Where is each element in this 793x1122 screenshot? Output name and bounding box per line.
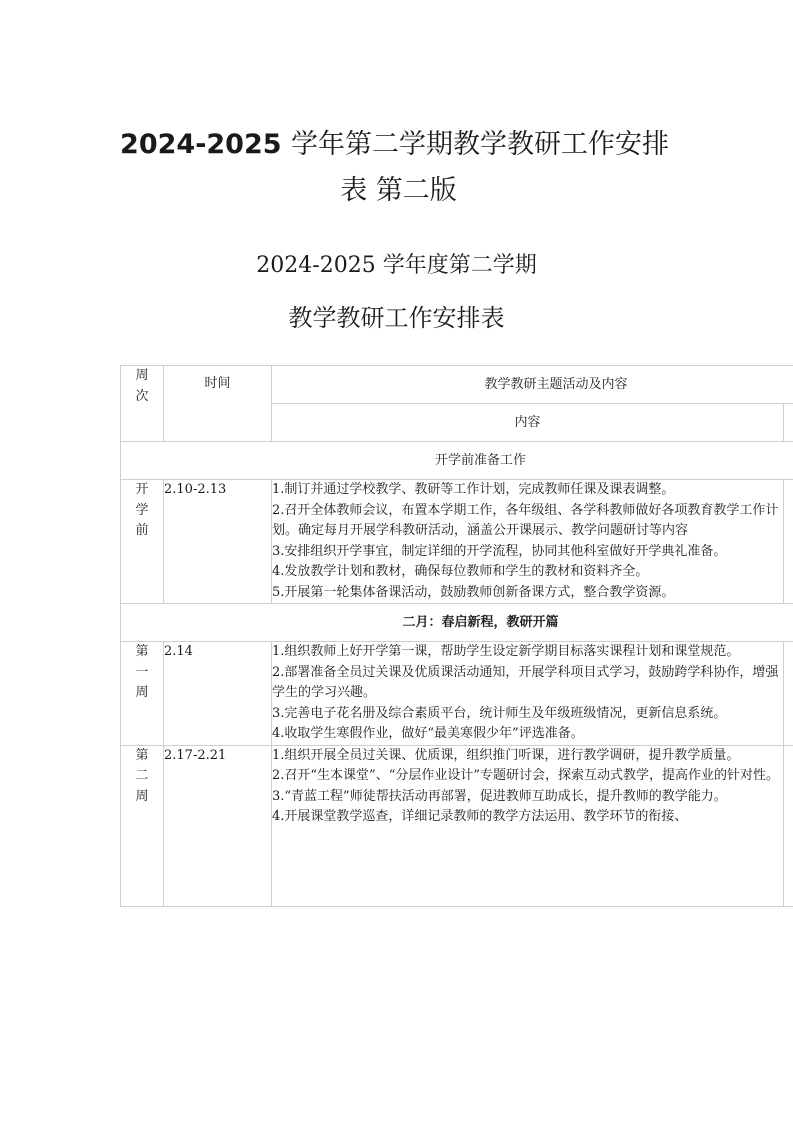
week-char: 第 [135, 747, 149, 763]
title-line-2: 表 第二版 [340, 175, 457, 206]
time-cell: 2.17-2.21 [164, 745, 272, 906]
extra-cell [784, 745, 793, 906]
header-week-text: 周次 [135, 368, 149, 404]
week-char: 周 [135, 685, 149, 700]
week-char: 第 [135, 644, 149, 659]
content-item: 1.组织教师上好开学第一课，帮助学生设定新学期目标落实课程计划和课堂规范。 [272, 644, 740, 659]
week-char: 学 [135, 502, 149, 518]
content-item: 3.安排组织开学事宜，制定详细的开学流程，协同其他科室做好开学典礼准备。 [272, 543, 727, 559]
extra-cell [784, 642, 793, 746]
content-item: 3.完善电子花名册及综合素质平台，统计师生及年级班级情况，更新信息系统。 [272, 705, 727, 721]
title-year: 2024-2025 [120, 129, 282, 160]
title-rest: 学年第二学期教学教研工作安排 [290, 129, 669, 160]
content-item: 4.开展课堂教学巡查，详细记录教师的教学方法运用、教学环节的衔接、 [272, 809, 688, 824]
content-cell [272, 480, 784, 604]
content-item: 1.组织开展全员过关课、优质课，组织推门听课，进行教学调研，提升教学质量。 [272, 747, 740, 763]
time-cell: 2.10-2.13 [164, 480, 272, 604]
schedule-table [120, 365, 793, 907]
week-cell [121, 745, 164, 906]
content-item: 2.召开“生本课堂”、“分层作业设计”专题研讨会，探索互动式教学，提高作业的针对性。 [272, 768, 779, 783]
header-content: 内容 [272, 404, 784, 442]
section-title: 开学前准备工作 [121, 442, 793, 480]
header-week [121, 366, 164, 442]
content-item: 1.制订并通过学校教学、教研等工作计划，完成教师任课及课表调整。 [272, 482, 675, 497]
header-extra [784, 404, 793, 442]
document-title [0, 122, 793, 214]
time-cell: 2.14 [164, 642, 272, 746]
week-char: 周 [135, 788, 149, 804]
week-cell [121, 480, 164, 604]
subtitle-schedule: 教学教研工作安排表 [288, 304, 505, 332]
header-time: 时间 [164, 366, 272, 442]
content-item: 4.收取学生寒假作业，做好“最美寒假少年”评选准备。 [272, 726, 584, 741]
week-char: 前 [135, 523, 149, 538]
content-cell [272, 642, 784, 746]
content-item: 2.召开全体教师会议，布置本学期工作，各年级组、各学科教师做好各项教育教学工作计划。确定每月开展学科教研活动，涵盖公开课展示、教学问题研讨等内容 [272, 502, 779, 538]
content-item: 2.部署准备全员过关课及优质课活动通知，开展学科项目式学习，鼓励跨学科协作，增强学生的学习兴趣。 [272, 664, 779, 700]
week-char: 一 [135, 664, 149, 680]
week-char: 二 [135, 768, 149, 783]
subtitle-semester: 2024-2025 学年度第二学期 [256, 253, 537, 278]
content-item: 3.“青蓝工程”师徒帮扶活动再部署，促进教师互助成长，提升教师的教学能力。 [272, 788, 727, 804]
content-cell [272, 745, 784, 906]
week-cell [121, 642, 164, 746]
week-char: 开 [135, 482, 149, 497]
content-clip [272, 746, 783, 906]
extra-cell [784, 480, 793, 604]
section-title: 二月：春启新程，教研开篇 [121, 604, 793, 642]
content-item: 4.发放教学计划和教材，确保每位教师和学生的教材和资料齐全。 [272, 564, 649, 579]
title-line-1 [0, 122, 793, 168]
content-item: 5.开展第一轮集体备课活动，鼓励教师创新备课方式，整合教学资源。 [272, 584, 675, 600]
header-theme: 教学教研主题活动及内容 [272, 366, 793, 404]
